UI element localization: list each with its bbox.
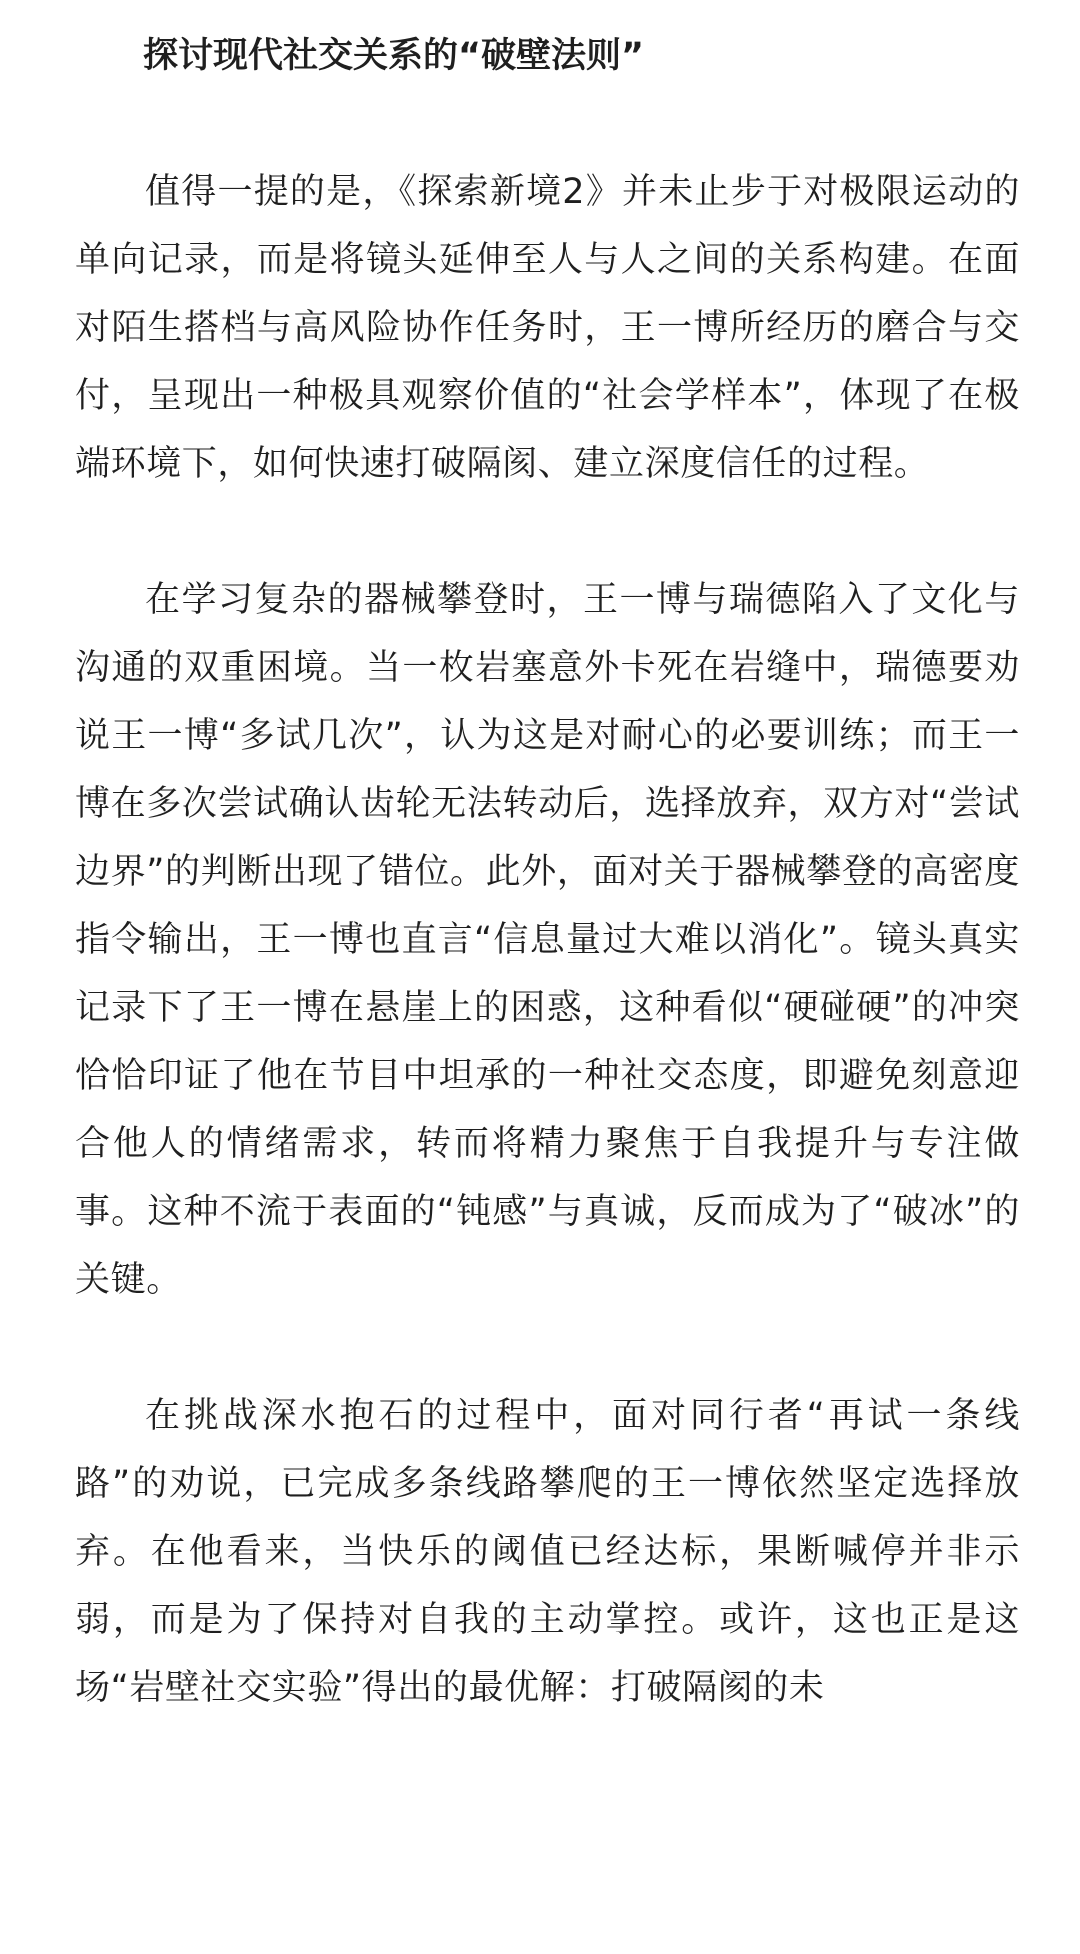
paragraph-3: 在挑战深水抱石的过程中，面对同行者“再试一条线路”的劝说，已完成多条线路攀爬的王一博依然坚定选择放弃。在他看来，当快乐的阈值已经达标，果断喊停并非示弱，而是为了保持对自我的主动掌控。或许，这也正是这场“岩壁社交实验”得出的最优解：打破隔阂的未	[75, 1396, 1020, 1708]
paragraph-1: 值得一提的是，《探索新境2》并未止步于对极限运动的单向记录，而是将镜头延伸至人与人之间的关系构建。在面对陌生搭档与高风险协作任务时，王一博所经历的磨合与交付，呈现出一种极具观察价值的“社会学样本”，体现了在极端环境下，如何快速打破隔阂、建立深度信任的过程。	[75, 172, 1020, 484]
section-heading: 探讨现代社交关系的“破壁法则”	[143, 36, 645, 76]
paragraph-2: 在学习复杂的器械攀登时，王一博与瑞德陷入了文化与沟通的双重困境。当一枚岩塞意外卡死在岩缝中，瑞德要劝说王一博“多试几次”，认为这是对耐心的必要训练；而王一博在多次尝试确认齿轮无法转动后，选择放弃，双方对“尝试边界”的判断出现了错位。此外，面对关于器械攀登的高密度指令输出，王一博也直言“信息量过大难以消化”。镜头真实记录下了王一博在悬崖上的困惑，这种看似“硬碰硬”的冲突恰恰印证了他在节目中坦承的一种社交态度，即避免刻意迎合他人的情绪需求，转而将精力聚焦于自我提升与专注做事。这种不流于表面的“钝感”与真诚，反而成为了“破冰”的关键。	[75, 580, 1020, 1300]
